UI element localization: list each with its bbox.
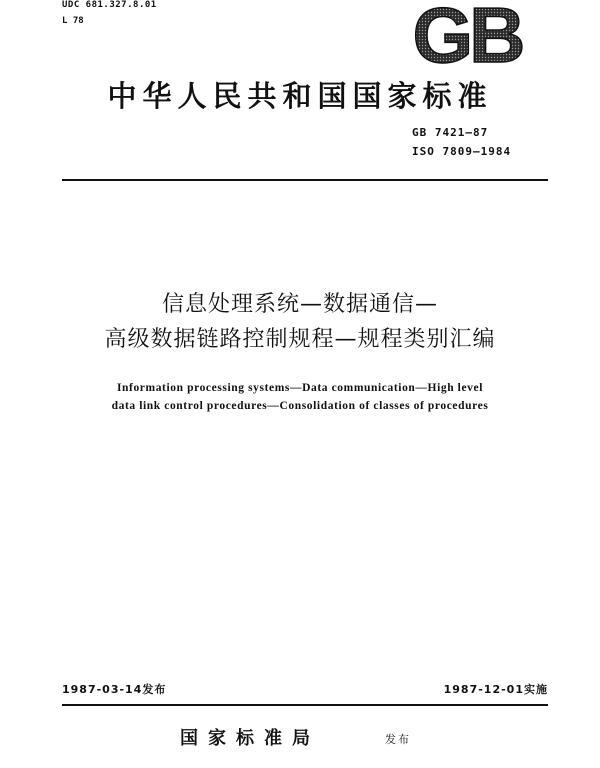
gb-logo <box>397 2 537 66</box>
gb-logo-text: GB <box>412 2 522 66</box>
top-rule <box>62 179 548 181</box>
gb-number: GB 7421—87 <box>412 126 489 139</box>
bottom-rule <box>62 704 548 706</box>
implementation-date: 1987-12-01实施 <box>443 683 548 696</box>
cn-title-line1: 信息处理系统—数据通信— <box>161 292 438 317</box>
iso-number: ISO 7809—1984 <box>412 145 512 158</box>
standard-title: 中华人民共和国国家标准 <box>107 79 493 113</box>
publish-verb: 发布 <box>385 733 411 746</box>
publisher-name: 国家标准局 <box>180 728 320 749</box>
udc-code: UDC 681.327.8.01 <box>62 0 157 10</box>
cn-title-line2: 高级数据链路控制规程—规程类别汇编 <box>104 327 496 352</box>
classification-code: L 78 <box>62 16 84 26</box>
en-title-line2: data link control procedures—Consolidation of classes of procedures <box>111 400 489 412</box>
issue-date: 1987-03-14发布 <box>62 683 167 696</box>
en-title-line1: Information processing systems—Data communication—High level <box>116 382 484 394</box>
